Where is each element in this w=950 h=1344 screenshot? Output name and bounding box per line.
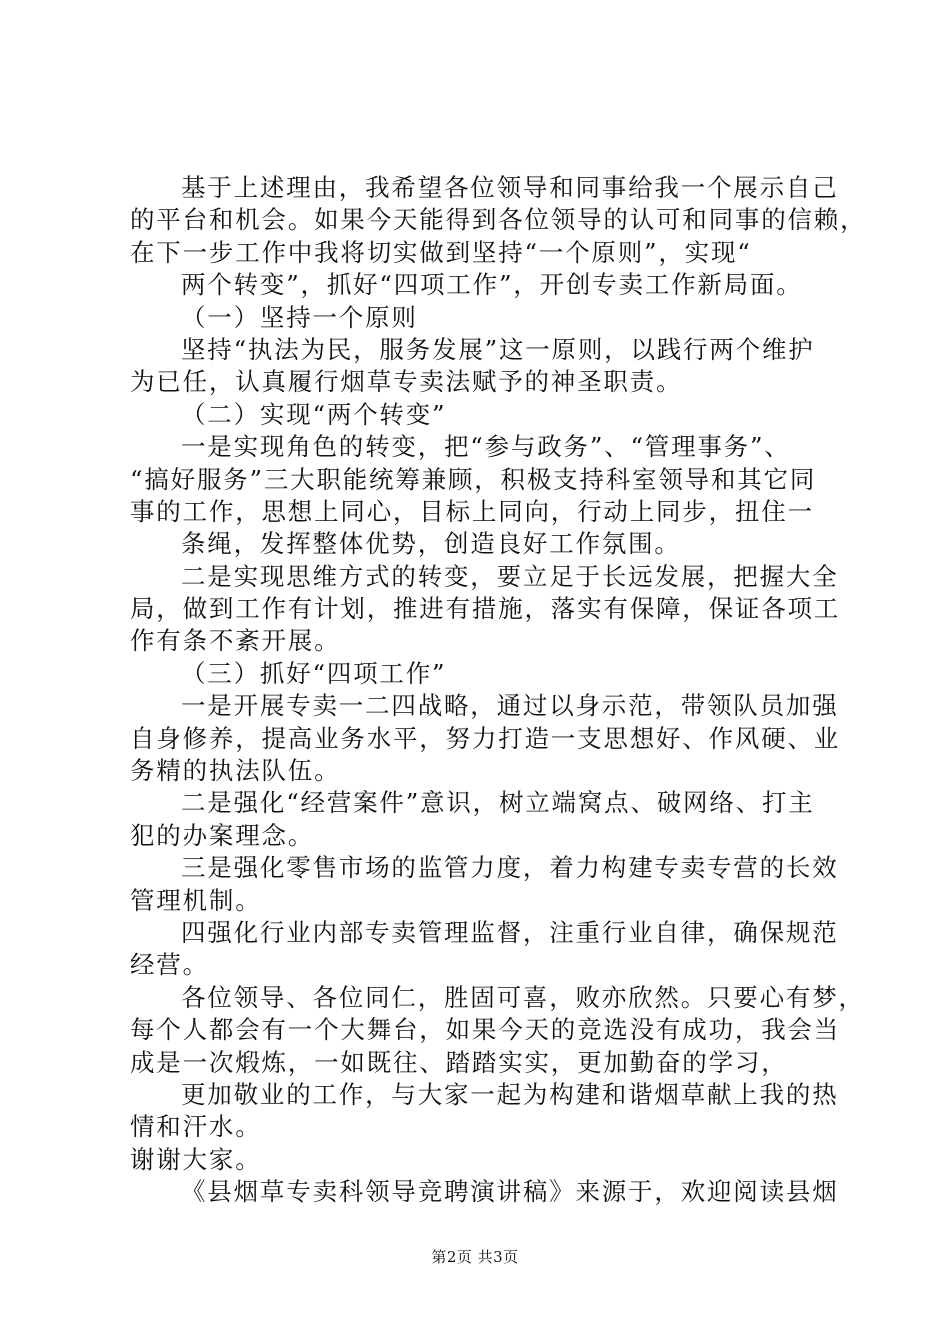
text-line: 作有条不紊开展。 [130,626,341,656]
document-body [130,172,867,1209]
text-line: 各位领导、各位同仁，胜固可喜，败亦欣然。只要心有梦， [181,982,865,1012]
text-line: 《县烟草专卖科领导竞聘演讲稿》来源于，欢迎阅读县烟 [181,1177,839,1207]
text-line: 为已任，认真履行烟草专卖法赋予的神圣职责。 [130,367,683,397]
text-line: 一是开展专卖一二四战略，通过以身示范，带领队员加强 [181,691,839,721]
text-line: 三是强化零售市场的监管力度，着力构建专卖专营的长效 [181,853,839,883]
text-line: 每个人都会有一个大舞台，如果今天的竞选没有成功，我会当 [130,1015,841,1045]
section-heading: （二）实现“两个转变” [181,399,447,429]
text-line: 管理机制。 [130,885,262,915]
page-footer [0,1247,950,1267]
text-line: 自身修养，提高业务水平，努力打造一支思想好、作风硬、业 [130,723,841,753]
text-line: 谢谢大家。 [130,1144,262,1174]
text-line: 条绳，发挥整体优势，创造良好工作氛围。 [181,529,681,559]
text-line: 的平台和机会。如果今天能得到各位领导的认可和同事的信赖， [130,205,867,235]
text-line: 情和汗水。 [130,1112,262,1142]
text-line: 二是实现思维方式的转变，要立足于长远发展，把握大全 [181,561,839,591]
text-line: 局，做到工作有计划，推进有措施，落实有保障，保证各项工 [130,594,841,624]
text-line: 成是一次煅炼，一如既往、踏踏实实，更加勤奋的学习， [130,1047,788,1077]
text-line: 基于上述理由，我希望各位领导和同事给我一个展示自己 [181,173,839,202]
text-line: 两个转变”，抓好“四项工作”，开创专卖工作新局面。 [181,270,803,300]
text-line: 更加敬业的工作，与大家一起为构建和谐烟草献上我的热 [181,1079,839,1109]
text-line: 坚持“执法为民，服务发展”这一原则，以践行两个维护 [181,334,815,364]
section-heading: （三）抓好“四项工作” [181,658,447,688]
text-line: 四强化行业内部专卖管理监督，注重行业自律，确保规范 [181,917,839,947]
text-line: 一是实现角色的转变，把“参与政务”、“管理事务”、 [181,432,791,462]
text-line: 经营。 [130,950,209,980]
text-line: 犯的办案理念。 [130,820,315,850]
page-number: 第2页 共3页 [431,1248,519,1266]
text-line: 务精的执法队伍。 [130,756,341,786]
text-line: 事的工作，思想上同心，目标上同向，行动上同步，扭住一 [130,496,814,526]
text-line: “搞好服务”三大职能统筹兼顾，积极支持科室领导和其它同 [130,464,817,494]
section-heading: （一）坚持一个原则 [181,302,418,332]
text-line: 在下一步工作中我将切实做到坚持“一个原则”，实现“ [130,237,752,267]
text-line: 二是强化“经营案件”意识，树立端窝点、破网络、打主 [181,788,815,818]
